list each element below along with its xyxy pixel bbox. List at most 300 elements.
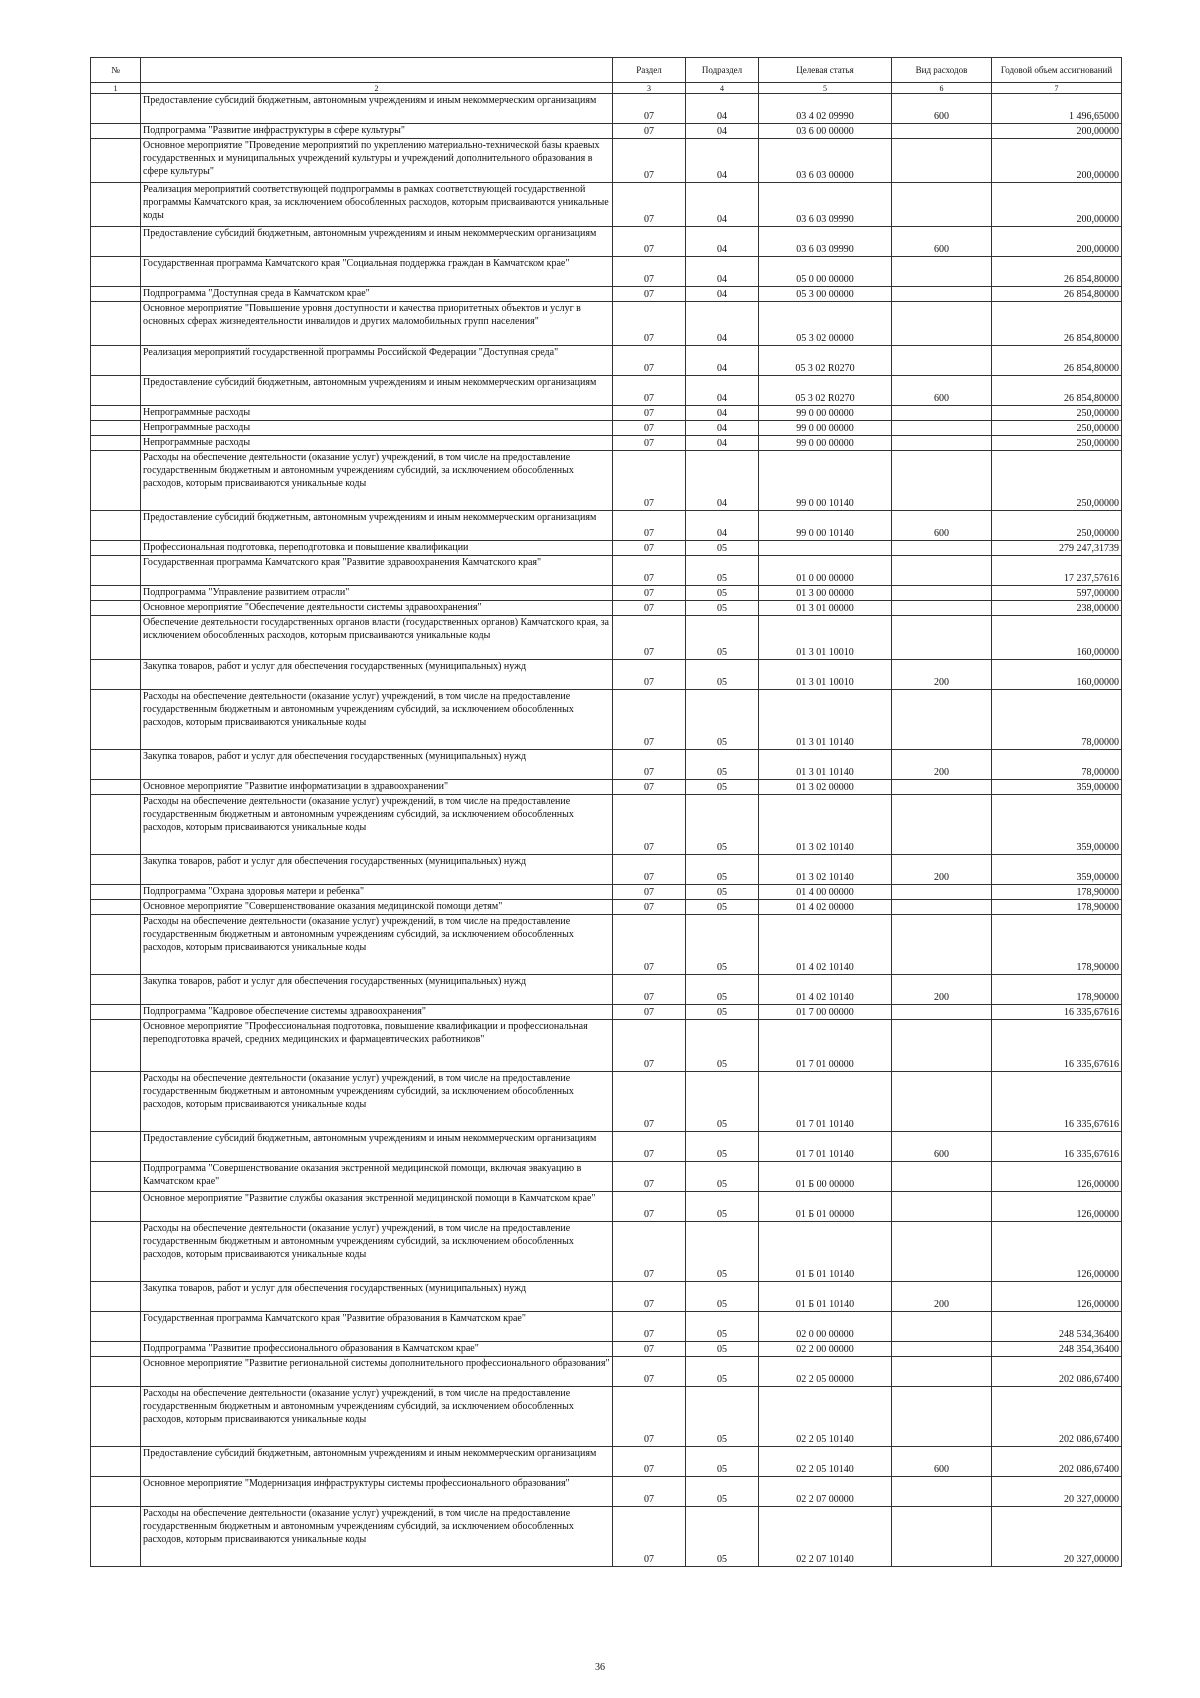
row-expense-type-cell [892, 421, 992, 436]
row-name-cell: Предоставление субсидий бюджетным, автономным учреждениям и иным некоммерческим организациям [141, 227, 613, 257]
row-amount-cell: 126,00000 [992, 1282, 1122, 1312]
row-amount-cell: 20 327,00000 [992, 1477, 1122, 1507]
row-expense-type-cell [892, 436, 992, 451]
row-podrazdel-cell: 05 [686, 1507, 759, 1567]
table-row [91, 660, 1122, 690]
row-amount-cell: 20 327,00000 [992, 1507, 1122, 1567]
row-target-article-cell: 01 3 01 10140 [759, 690, 892, 750]
row-expense-type-cell [892, 586, 992, 601]
row-amount-cell: 200,00000 [992, 139, 1122, 183]
table-row [91, 1282, 1122, 1312]
row-razdel-cell: 07 [613, 1387, 686, 1447]
row-number-cell [91, 376, 141, 406]
row-razdel-cell: 07 [613, 690, 686, 750]
row-podrazdel-cell: 05 [686, 1282, 759, 1312]
row-razdel-cell: 07 [613, 1222, 686, 1282]
row-razdel-cell: 07 [613, 556, 686, 586]
row-amount-cell: 250,00000 [992, 406, 1122, 421]
row-amount-cell: 78,00000 [992, 750, 1122, 780]
row-podrazdel-cell: 05 [686, 1005, 759, 1020]
table-row [91, 1222, 1122, 1282]
row-podrazdel-cell: 05 [686, 1132, 759, 1162]
header-podrazdel: Подраздел [686, 58, 759, 83]
row-number-cell [91, 1507, 141, 1567]
row-expense-type-cell [892, 346, 992, 376]
row-amount-cell: 126,00000 [992, 1192, 1122, 1222]
row-expense-type-cell [892, 541, 992, 556]
row-amount-cell: 202 086,67400 [992, 1387, 1122, 1447]
row-podrazdel-cell: 05 [686, 616, 759, 660]
row-razdel-cell: 07 [613, 1192, 686, 1222]
row-razdel-cell: 07 [613, 1282, 686, 1312]
row-razdel-cell: 07 [613, 227, 686, 257]
row-podrazdel-cell: 05 [686, 1072, 759, 1132]
row-amount-cell: 248 354,36400 [992, 1342, 1122, 1357]
table-row [91, 421, 1122, 436]
table-row [91, 556, 1122, 586]
row-target-article-cell: 05 0 00 00000 [759, 257, 892, 287]
row-number-cell [91, 1005, 141, 1020]
row-podrazdel-cell: 04 [686, 287, 759, 302]
row-target-article-cell: 01 Б 01 10140 [759, 1222, 892, 1282]
row-expense-type-cell [892, 451, 992, 511]
row-expense-type-cell [892, 885, 992, 900]
row-name-cell: Государственная программа Камчатского края "Развитие здравоохранения Камчатского края" [141, 556, 613, 586]
row-number-cell [91, 660, 141, 690]
row-razdel-cell: 07 [613, 586, 686, 601]
row-name-cell: Подпрограмма "Управление развитием отрасли" [141, 586, 613, 601]
table-row [91, 1477, 1122, 1507]
row-razdel-cell: 07 [613, 421, 686, 436]
row-podrazdel-cell: 05 [686, 975, 759, 1005]
row-expense-type-cell [892, 1072, 992, 1132]
table-row [91, 1312, 1122, 1342]
row-target-article-cell: 02 2 07 10140 [759, 1507, 892, 1567]
row-number-cell [91, 855, 141, 885]
row-target-article-cell: 02 2 05 00000 [759, 1357, 892, 1387]
row-amount-cell: 16 335,67616 [992, 1005, 1122, 1020]
table-row [91, 1020, 1122, 1072]
table-row [91, 586, 1122, 601]
table-row [91, 1132, 1122, 1162]
row-expense-type-cell: 600 [892, 376, 992, 406]
page-number: 36 [595, 1662, 605, 1673]
row-podrazdel-cell: 05 [686, 556, 759, 586]
row-number-cell [91, 1387, 141, 1447]
row-amount-cell: 359,00000 [992, 780, 1122, 795]
row-number-cell [91, 183, 141, 227]
row-target-article-cell: 02 0 00 00000 [759, 1312, 892, 1342]
row-target-article-cell: 03 4 02 09990 [759, 94, 892, 124]
row-name-cell: Подпрограмма "Развитие профессионального образования в Камчатском крае" [141, 1342, 613, 1357]
row-amount-cell: 160,00000 [992, 660, 1122, 690]
row-podrazdel-cell: 04 [686, 346, 759, 376]
row-razdel-cell: 07 [613, 541, 686, 556]
row-name-cell: Подпрограмма "Доступная среда в Камчатском крае" [141, 287, 613, 302]
row-razdel-cell: 07 [613, 616, 686, 660]
row-name-cell: Подпрограмма "Охрана здоровья матери и ребенка" [141, 885, 613, 900]
row-number-cell [91, 750, 141, 780]
row-number-cell [91, 1282, 141, 1312]
row-target-article-cell: 03 6 03 00000 [759, 139, 892, 183]
row-amount-cell: 16 335,67616 [992, 1132, 1122, 1162]
row-target-article-cell: 01 3 00 00000 [759, 586, 892, 601]
table-row [91, 124, 1122, 139]
row-number-cell [91, 451, 141, 511]
row-name-cell: Предоставление субсидий бюджетным, автономным учреждениям и иным некоммерческим организациям [141, 1447, 613, 1477]
row-number-cell [91, 541, 141, 556]
row-name-cell: Основное мероприятие "Модернизация инфраструктуры системы профессионального образования" [141, 1477, 613, 1507]
row-razdel-cell: 07 [613, 1342, 686, 1357]
row-name-cell: Расходы на обеспечение деятельности (оказание услуг) учреждений, в том числе на предоставление государственным бюджетным и автономным учреждениям субсидий, за исключением обособленных расходов, которым присваиваются уникальные коды [141, 451, 613, 511]
header-index-7: 7 [992, 83, 1122, 94]
row-expense-type-cell [892, 900, 992, 915]
row-number-cell [91, 257, 141, 287]
row-number-cell [91, 1312, 141, 1342]
row-number-cell [91, 302, 141, 346]
table-row [91, 183, 1122, 227]
row-number-cell [91, 287, 141, 302]
row-target-article-cell: 03 6 03 09990 [759, 183, 892, 227]
row-razdel-cell: 07 [613, 1477, 686, 1507]
row-number-cell [91, 1020, 141, 1072]
row-razdel-cell: 07 [613, 1005, 686, 1020]
header-expense-type: Вид расходов [892, 58, 992, 83]
row-number-cell [91, 406, 141, 421]
header-annual-volume: Годовой объем ассигнований [992, 58, 1122, 83]
row-expense-type-cell [892, 1507, 992, 1567]
row-name-cell: Предоставление субсидий бюджетным, автономным учреждениям и иным некоммерческим организациям [141, 94, 613, 124]
row-podrazdel-cell: 04 [686, 124, 759, 139]
row-target-article-cell: 99 0 00 10140 [759, 451, 892, 511]
row-number-cell [91, 1132, 141, 1162]
row-target-article-cell: 01 4 02 00000 [759, 900, 892, 915]
row-razdel-cell: 07 [613, 900, 686, 915]
row-name-cell: Закупка товаров, работ и услуг для обеспечения государственных (муниципальных) нужд [141, 660, 613, 690]
row-target-article-cell: 01 7 01 00000 [759, 1020, 892, 1072]
budget-table-container [90, 57, 1121, 1567]
row-expense-type-cell [892, 915, 992, 975]
row-name-cell: Предоставление субсидий бюджетным, автономным учреждениям и иным некоммерческим организациям [141, 376, 613, 406]
row-number-cell [91, 900, 141, 915]
row-name-cell: Профессиональная подготовка, переподготовка и повышение квалификации [141, 541, 613, 556]
row-expense-type-cell [892, 1005, 992, 1020]
row-target-article-cell: 99 0 00 00000 [759, 406, 892, 421]
row-number-cell [91, 1072, 141, 1132]
row-target-article-cell: 05 3 00 00000 [759, 287, 892, 302]
row-podrazdel-cell: 04 [686, 406, 759, 421]
row-razdel-cell: 07 [613, 346, 686, 376]
row-name-cell: Основное мероприятие "Проведение мероприятий по укреплению материально-технической базы краевых государственных и муниципальных учреждений культуры и учреждений дополнительного образования в сфере культуры" [141, 139, 613, 183]
header-index-1: 1 [91, 83, 141, 94]
row-podrazdel-cell: 05 [686, 690, 759, 750]
table-row [91, 1072, 1122, 1132]
table-row [91, 780, 1122, 795]
table-row [91, 750, 1122, 780]
row-amount-cell: 178,90000 [992, 885, 1122, 900]
row-amount-cell: 250,00000 [992, 451, 1122, 511]
row-podrazdel-cell: 05 [686, 601, 759, 616]
row-expense-type-cell: 600 [892, 1447, 992, 1477]
row-expense-type-cell [892, 406, 992, 421]
row-podrazdel-cell: 04 [686, 511, 759, 541]
row-expense-type-cell [892, 287, 992, 302]
row-number-cell [91, 690, 141, 750]
row-number-cell [91, 124, 141, 139]
row-razdel-cell: 07 [613, 855, 686, 885]
row-razdel-cell: 07 [613, 601, 686, 616]
table-row [91, 855, 1122, 885]
row-name-cell: Подпрограмма "Совершенствование оказания экстренной медицинской помощи, включая эвакуацию в Камчатском крае" [141, 1162, 613, 1192]
row-number-cell [91, 885, 141, 900]
row-amount-cell: 160,00000 [992, 616, 1122, 660]
row-name-cell: Расходы на обеспечение деятельности (оказание услуг) учреждений, в том числе на предоставление государственным бюджетным и автономным учреждениям субсидий, за исключением обособленных расходов, которым присваиваются уникальные коды [141, 1072, 613, 1132]
row-podrazdel-cell: 05 [686, 750, 759, 780]
row-number-cell [91, 94, 141, 124]
row-amount-cell: 250,00000 [992, 511, 1122, 541]
row-target-article-cell: 99 0 00 00000 [759, 436, 892, 451]
row-target-article-cell: 05 3 02 R0270 [759, 346, 892, 376]
row-razdel-cell: 07 [613, 1312, 686, 1342]
header-number: № [91, 58, 141, 83]
row-target-article-cell: 01 0 00 00000 [759, 556, 892, 586]
row-amount-cell: 126,00000 [992, 1162, 1122, 1192]
table-row [91, 287, 1122, 302]
row-target-article-cell: 01 3 02 10140 [759, 795, 892, 855]
row-amount-cell: 126,00000 [992, 1222, 1122, 1282]
row-name-cell: Основное мероприятие "Развитие региональной системы дополнительного профессионального образования" [141, 1357, 613, 1387]
row-amount-cell: 26 854,80000 [992, 302, 1122, 346]
row-number-cell [91, 556, 141, 586]
row-podrazdel-cell: 05 [686, 1477, 759, 1507]
row-expense-type-cell [892, 795, 992, 855]
row-amount-cell: 26 854,80000 [992, 346, 1122, 376]
row-expense-type-cell [892, 556, 992, 586]
row-podrazdel-cell: 05 [686, 1387, 759, 1447]
row-podrazdel-cell: 04 [686, 302, 759, 346]
row-name-cell: Подпрограмма "Кадровое обеспечение системы здравоохранения" [141, 1005, 613, 1020]
row-amount-cell: 250,00000 [992, 436, 1122, 451]
row-amount-cell: 279 247,31739 [992, 541, 1122, 556]
row-target-article-cell: 01 Б 01 00000 [759, 1192, 892, 1222]
table-row [91, 302, 1122, 346]
row-amount-cell: 26 854,80000 [992, 257, 1122, 287]
row-number-cell [91, 795, 141, 855]
table-row [91, 690, 1122, 750]
row-amount-cell: 1 496,65000 [992, 94, 1122, 124]
table-row [91, 1447, 1122, 1477]
row-podrazdel-cell: 04 [686, 139, 759, 183]
row-target-article-cell: 03 6 03 09990 [759, 227, 892, 257]
row-razdel-cell: 07 [613, 1132, 686, 1162]
header-index-5: 5 [759, 83, 892, 94]
header-target-article: Целевая статья [759, 58, 892, 83]
table-row [91, 94, 1122, 124]
row-name-cell: Основное мероприятие "Обеспечение деятельности системы здравоохранения" [141, 601, 613, 616]
row-number-cell [91, 511, 141, 541]
row-amount-cell: 250,00000 [992, 421, 1122, 436]
row-target-article-cell: 05 3 02 R0270 [759, 376, 892, 406]
row-razdel-cell: 07 [613, 1020, 686, 1072]
row-target-article-cell: 01 3 01 10140 [759, 750, 892, 780]
row-number-cell [91, 1162, 141, 1192]
row-name-cell: Расходы на обеспечение деятельности (оказание услуг) учреждений, в том числе на предоставление государственным бюджетным и автономным учреждениям субсидий, за исключением обособленных расходов, которым присваиваются уникальные коды [141, 795, 613, 855]
row-razdel-cell: 07 [613, 1357, 686, 1387]
row-expense-type-cell [892, 616, 992, 660]
table-row [91, 346, 1122, 376]
row-name-cell: Основное мероприятие "Совершенствование оказания медицинской помощи детям" [141, 900, 613, 915]
row-razdel-cell: 07 [613, 139, 686, 183]
row-name-cell: Основное мероприятие "Профессиональная подготовка, повышение квалификации и профессиональная переподготовка врачей, средних медицинских и фармацевтических работников" [141, 1020, 613, 1072]
row-expense-type-cell: 600 [892, 227, 992, 257]
row-amount-cell: 359,00000 [992, 795, 1122, 855]
row-name-cell: Закупка товаров, работ и услуг для обеспечения государственных (муниципальных) нужд [141, 750, 613, 780]
row-amount-cell: 178,90000 [992, 900, 1122, 915]
table-row [91, 900, 1122, 915]
row-expense-type-cell [892, 780, 992, 795]
row-name-cell: Непрограммные расходы [141, 406, 613, 421]
row-amount-cell: 202 086,67400 [992, 1447, 1122, 1477]
row-razdel-cell: 07 [613, 436, 686, 451]
table-row [91, 406, 1122, 421]
row-amount-cell: 200,00000 [992, 227, 1122, 257]
row-amount-cell: 17 237,57616 [992, 556, 1122, 586]
row-podrazdel-cell: 05 [686, 1312, 759, 1342]
table-row [91, 227, 1122, 257]
row-number-cell [91, 1342, 141, 1357]
row-amount-cell: 200,00000 [992, 183, 1122, 227]
row-expense-type-cell [892, 1342, 992, 1357]
header-index-6: 6 [892, 83, 992, 94]
row-amount-cell: 16 335,67616 [992, 1020, 1122, 1072]
row-amount-cell: 200,00000 [992, 124, 1122, 139]
row-target-article-cell: 01 7 01 10140 [759, 1072, 892, 1132]
row-expense-type-cell: 600 [892, 511, 992, 541]
row-expense-type-cell [892, 1357, 992, 1387]
row-podrazdel-cell: 05 [686, 660, 759, 690]
row-number-cell [91, 780, 141, 795]
row-amount-cell: 238,00000 [992, 601, 1122, 616]
row-target-article-cell: 02 2 05 10140 [759, 1447, 892, 1477]
row-podrazdel-cell: 05 [686, 885, 759, 900]
row-name-cell: Государственная программа Камчатского края "Развитие образования в Камчатском крае" [141, 1312, 613, 1342]
row-podrazdel-cell: 05 [686, 1342, 759, 1357]
table-row [91, 1192, 1122, 1222]
row-expense-type-cell [892, 601, 992, 616]
header-index-4: 4 [686, 83, 759, 94]
row-expense-type-cell [892, 1192, 992, 1222]
row-name-cell: Подпрограмма "Развитие инфраструктуры в сфере культуры" [141, 124, 613, 139]
table-row [91, 1342, 1122, 1357]
row-expense-type-cell [892, 1387, 992, 1447]
row-name-cell: Реализация мероприятий соответствующей подпрограммы в рамках соответствующей государственной программы Камчатского края, за исключением обособленных расходов, которым присваиваются уникальные коды [141, 183, 613, 227]
row-target-article-cell: 02 2 05 10140 [759, 1387, 892, 1447]
row-podrazdel-cell: 05 [686, 915, 759, 975]
row-amount-cell: 202 086,67400 [992, 1357, 1122, 1387]
row-expense-type-cell: 200 [892, 1282, 992, 1312]
row-name-cell: Непрограммные расходы [141, 436, 613, 451]
row-amount-cell: 597,00000 [992, 586, 1122, 601]
table-row [91, 975, 1122, 1005]
row-razdel-cell: 07 [613, 1507, 686, 1567]
row-razdel-cell: 07 [613, 406, 686, 421]
table-row [91, 541, 1122, 556]
table-row [91, 915, 1122, 975]
row-target-article-cell: 01 3 01 10010 [759, 660, 892, 690]
row-target-article-cell: 01 Б 00 00000 [759, 1162, 892, 1192]
row-podrazdel-cell: 04 [686, 183, 759, 227]
row-amount-cell: 26 854,80000 [992, 287, 1122, 302]
row-razdel-cell: 07 [613, 1072, 686, 1132]
row-amount-cell: 78,00000 [992, 690, 1122, 750]
row-amount-cell: 248 534,36400 [992, 1312, 1122, 1342]
row-name-cell: Реализация мероприятий государственной программы Российской Федерации "Доступная среда" [141, 346, 613, 376]
row-expense-type-cell [892, 139, 992, 183]
row-name-cell: Государственная программа Камчатского края "Социальная поддержка граждан в Камчатском крае" [141, 257, 613, 287]
row-expense-type-cell [892, 257, 992, 287]
row-number-cell [91, 1357, 141, 1387]
row-number-cell [91, 436, 141, 451]
row-razdel-cell: 07 [613, 287, 686, 302]
row-name-cell: Основное мероприятие "Развитие информатизации в здравоохранении" [141, 780, 613, 795]
row-name-cell: Расходы на обеспечение деятельности (оказание услуг) учреждений, в том числе на предоставление государственным бюджетным и автономным учреждениям субсидий, за исключением обособленных расходов, которым присваиваются уникальные коды [141, 690, 613, 750]
row-expense-type-cell [892, 1477, 992, 1507]
budget-allocation-table [90, 57, 1122, 1567]
row-name-cell: Основное мероприятие "Повышение уровня доступности и качества приоритетных объектов и услуг в основных сферах жизнедеятельности инвалидов и других маломобильных групп населения" [141, 302, 613, 346]
row-podrazdel-cell: 05 [686, 1020, 759, 1072]
row-podrazdel-cell: 05 [686, 586, 759, 601]
row-target-article-cell: 01 3 02 10140 [759, 855, 892, 885]
row-amount-cell: 26 854,80000 [992, 376, 1122, 406]
row-number-cell [91, 227, 141, 257]
row-podrazdel-cell: 05 [686, 1162, 759, 1192]
row-name-cell: Непрограммные расходы [141, 421, 613, 436]
row-target-article-cell: 01 4 02 10140 [759, 975, 892, 1005]
row-expense-type-cell [892, 690, 992, 750]
row-razdel-cell: 07 [613, 915, 686, 975]
row-podrazdel-cell: 05 [686, 1447, 759, 1477]
row-name-cell: Закупка товаров, работ и услуг для обеспечения государственных (муниципальных) нужд [141, 975, 613, 1005]
row-target-article-cell: 03 6 00 00000 [759, 124, 892, 139]
row-target-article-cell: 01 3 02 00000 [759, 780, 892, 795]
row-name-cell: Расходы на обеспечение деятельности (оказание услуг) учреждений, в том числе на предоставление государственным бюджетным и автономным учреждениям субсидий, за исключением обособленных расходов, которым присваиваются уникальные коды [141, 1222, 613, 1282]
row-number-cell [91, 586, 141, 601]
table-row [91, 376, 1122, 406]
row-razdel-cell: 07 [613, 451, 686, 511]
row-number-cell [91, 975, 141, 1005]
row-number-cell [91, 616, 141, 660]
row-target-article-cell: 01 7 01 10140 [759, 1132, 892, 1162]
row-target-article-cell: 01 7 00 00000 [759, 1005, 892, 1020]
row-name-cell: Предоставление субсидий бюджетным, автономным учреждениям и иным некоммерческим организациям [141, 511, 613, 541]
row-expense-type-cell [892, 1222, 992, 1282]
row-podrazdel-cell: 05 [686, 900, 759, 915]
row-podrazdel-cell: 04 [686, 436, 759, 451]
table-row [91, 601, 1122, 616]
row-name-cell: Расходы на обеспечение деятельности (оказание услуг) учреждений, в том числе на предоставление государственным бюджетным и автономным учреждениям субсидий, за исключением обособленных расходов, которым присваиваются уникальные коды [141, 1507, 613, 1567]
row-expense-type-cell [892, 1312, 992, 1342]
table-row [91, 795, 1122, 855]
row-podrazdel-cell: 04 [686, 376, 759, 406]
row-amount-cell: 178,90000 [992, 915, 1122, 975]
row-razdel-cell: 07 [613, 124, 686, 139]
row-expense-type-cell [892, 183, 992, 227]
table-row [91, 1387, 1122, 1447]
row-target-article-cell: 01 Б 01 10140 [759, 1282, 892, 1312]
row-razdel-cell: 07 [613, 302, 686, 346]
row-podrazdel-cell: 05 [686, 795, 759, 855]
row-number-cell [91, 346, 141, 376]
